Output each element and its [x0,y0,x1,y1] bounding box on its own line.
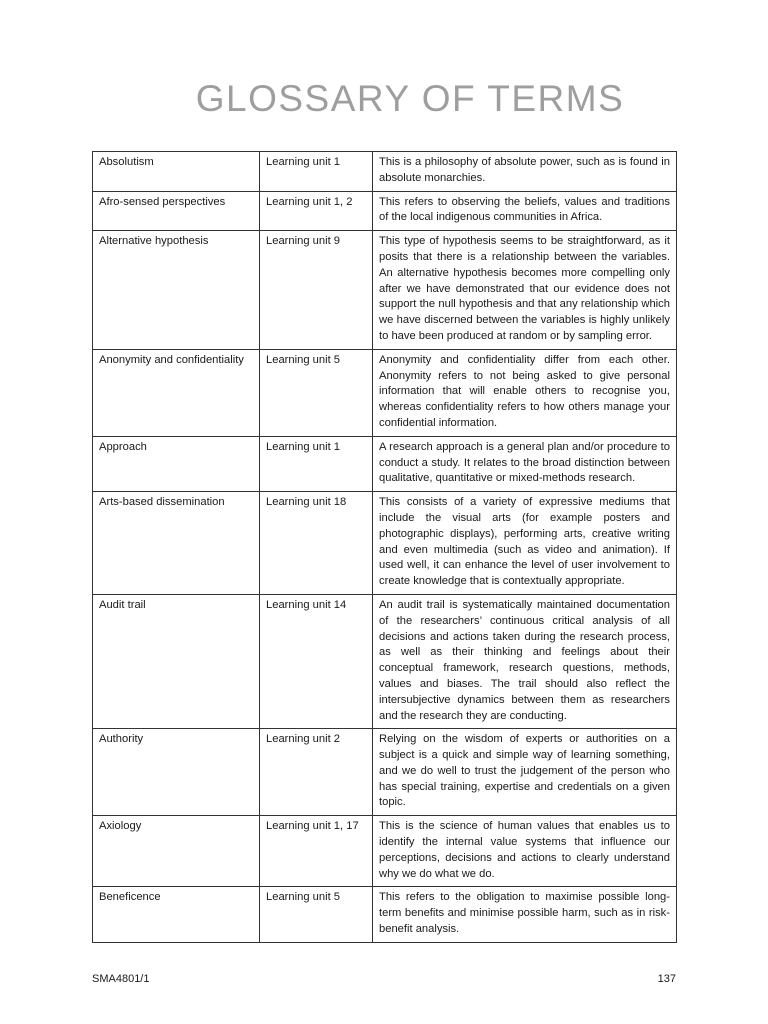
glossary-term: Authority [93,729,260,816]
glossary-term: Beneficence [93,887,260,942]
learning-unit-ref: Learning unit 2 [260,729,373,816]
glossary-definition: An audit trail is systematically maintained documentation of the researchers’ continuous critical analysis of all decisions and actions taken during the research process, as well as their thinking and feelings about their conceptual framework, research questions, methods, values and biases. The trail should also reflect the intersubjective dynamics between them as researchers and the research they are conducting. [373,594,677,728]
learning-unit-ref: Learning unit 1, 2 [260,191,373,231]
glossary-row [93,729,677,816]
page-title: GLOSSARY OF TERMS [195,78,625,119]
glossary-definition: A research approach is a general plan and/or procedure to conduct a study. It relates to the broad distinction between qualitative, quantitative or mixed-methods research. [373,436,677,491]
glossary-row [93,887,677,942]
glossary-definition: This refers to the obligation to maximise possible long-term benefits and minimise possible harm, such as in risk-benefit analysis. [373,887,677,942]
glossary-term: Axiology [93,816,260,887]
glossary-row [93,492,677,595]
glossary-row [93,152,677,192]
page-number: 137 [657,973,676,985]
glossary-definition: Relying on the wisdom of experts or authorities on a subject is a quick and simple way of learning something, and we do well to trust the judgement of the person who has special training, expertise and credentials on a given topic. [373,729,677,816]
learning-unit-ref: Learning unit 5 [260,349,373,436]
glossary-row [93,191,677,231]
glossary-definition: This consists of a variety of expressive mediums that include the visual arts (for example posters and photographic displays), performing arts, creative writing and even multimedia (such as video and animation). If used well, it can enhance the level of user involvement to create knowledge that is contextually appropriate. [373,492,677,595]
glossary-term: Anonymity and confidentiality [93,349,260,436]
module-code: SMA4801/1 [92,973,150,985]
glossary-definition: This type of hypothesis seems to be straightforward, as it posits that there is a relationship between the variables. An alternative hypothesis becomes more compelling only after we have demonstrated that our evidence does not support the null hypothesis and that any relationship which we have discerned between the variables is highly unlikely to have been produced at random or by sampling error. [373,231,677,350]
glossary-term: Audit trail [93,594,260,728]
glossary-definition: This refers to observing the beliefs, values and traditions of the local indigenous communities in Africa. [373,191,677,231]
glossary-term: Approach [93,436,260,491]
glossary-row [93,594,677,728]
learning-unit-ref: Learning unit 1, 17 [260,816,373,887]
glossary-definition: This is the science of human values that enables us to identify the internal value systems that influence our perceptions, decisions and actions to clearly understand why we do what we do. [373,816,677,887]
glossary-table [92,151,677,943]
glossary-row [93,349,677,436]
glossary-term: Absolutism [93,152,260,192]
glossary-row [93,231,677,350]
learning-unit-ref: Learning unit 9 [260,231,373,350]
glossary-row [93,816,677,887]
glossary-term: Arts-based dissemination [93,492,260,595]
glossary-term: Alternative hypothesis [93,231,260,350]
learning-unit-ref: Learning unit 14 [260,594,373,728]
learning-unit-ref: Learning unit 1 [260,152,373,192]
learning-unit-ref: Learning unit 18 [260,492,373,595]
glossary-definition: This is a philosophy of absolute power, such as is found in absolute monarchies. [373,152,677,192]
glossary-row [93,436,677,491]
glossary-definition: Anonymity and confidentiality differ from each other. Anonymity refers to not being asked to give personal information that will enable others to recognise you, whereas confidentiality refers to how others manage your confidential information. [373,349,677,436]
learning-unit-ref: Learning unit 1 [260,436,373,491]
learning-unit-ref: Learning unit 5 [260,887,373,942]
glossary-term: Afro-sensed perspectives [93,191,260,231]
